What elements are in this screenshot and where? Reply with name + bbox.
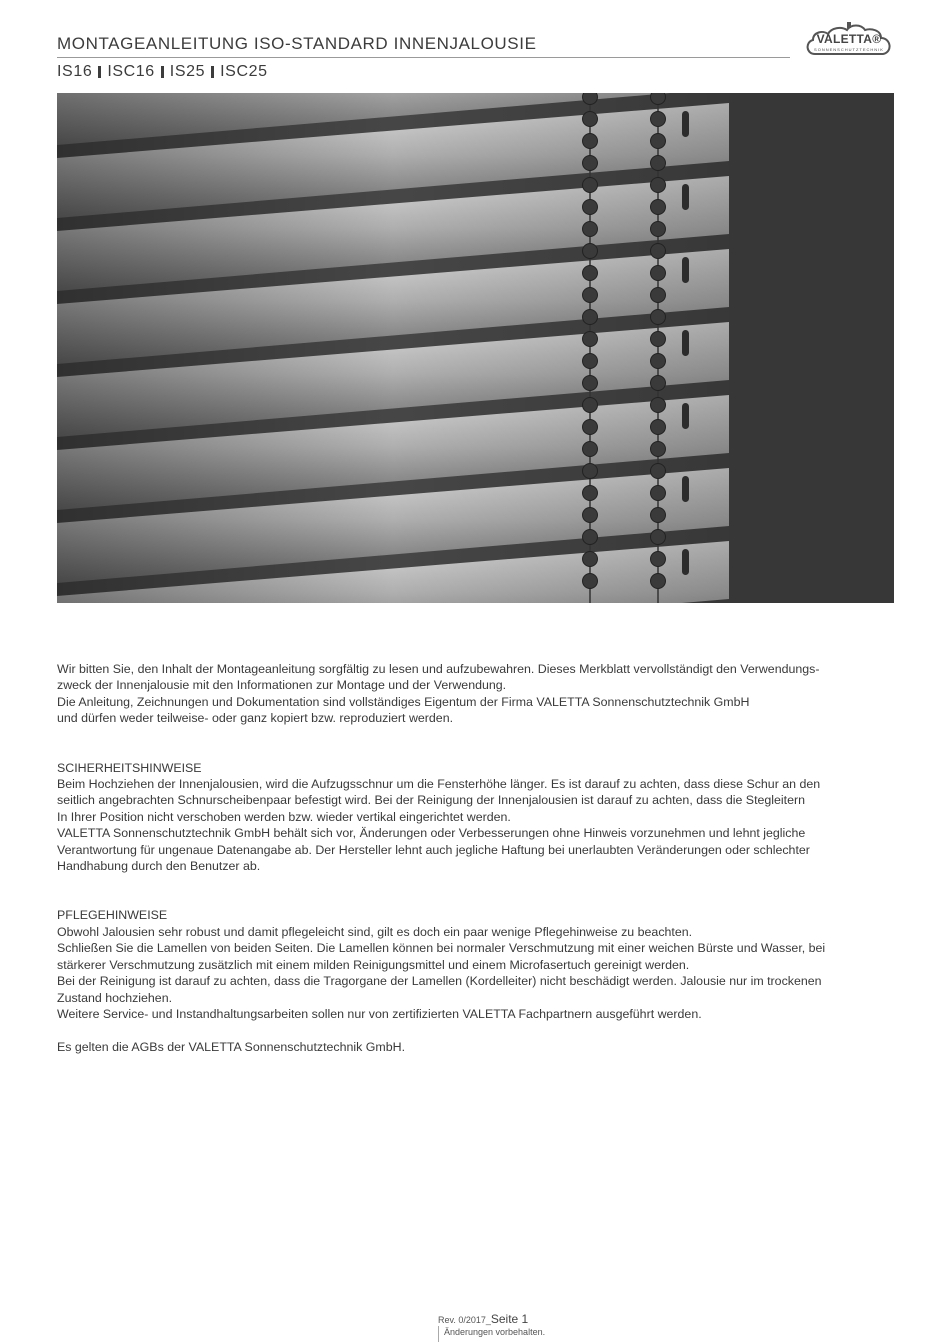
care-section — [57, 907, 877, 1055]
revision-label: Rev. 0/2017_ — [438, 1315, 491, 1325]
model-separator — [211, 66, 214, 78]
chain-bead — [651, 376, 666, 391]
chain-bead — [583, 200, 598, 215]
chain-bead — [583, 376, 598, 391]
chain-bead — [651, 442, 666, 457]
intro-line: Die Anleitung, Zeichnungen und Dokumentation sind vollständiges Eigentum der Firma VALETTA Sonnenschutztechnik GmbH — [57, 694, 750, 709]
chain-bead — [651, 112, 666, 127]
chain-bead — [583, 486, 598, 501]
model-isc25: ISC25 — [220, 63, 268, 80]
chain-bead — [651, 398, 666, 413]
chain-bead — [651, 552, 666, 567]
care-line: Obwohl Jalousien sehr robust und damit pflegeleicht sind, gilt es doch ein paar wenige Pflegehinweise zu beachten. — [57, 924, 693, 939]
chain-bead — [651, 93, 666, 105]
safety-section — [57, 760, 877, 875]
chain-bead — [651, 508, 666, 523]
chain-bead — [583, 530, 598, 545]
logo-wordmark: VALETTA® — [816, 32, 882, 46]
chain-bead — [583, 222, 598, 237]
chain-bead — [651, 354, 666, 369]
care-line: Bei der Reinigung ist darauf zu achten, dass die Tragorgane der Lamellen (Kordelleiter) nicht beschädigt werden. Jalousie nur im trockenen — [57, 974, 822, 989]
chain-bead — [583, 464, 598, 479]
safety-line: Verantwortung für ungenaue Datenangabe ab. Der Hersteller lehnt auch jegliche Haftung bei unerlaubten Veränderungen oder schlechter — [57, 842, 810, 857]
safety-heading: SCIHERHEITSHINWEISE — [57, 760, 202, 775]
cord-hole — [682, 403, 689, 429]
chain-bead — [583, 288, 598, 303]
chain-bead — [583, 266, 598, 281]
chain-bead — [583, 310, 598, 325]
chain-bead — [651, 574, 666, 589]
chain-bead — [651, 486, 666, 501]
safety-line: VALETTA Sonnenschutztechnik GmbH behält sich vor, Änderungen oder Verbesserungen ohne Hinweis vorzunehmen und lehnt jegliche — [57, 826, 806, 841]
cord-hole — [682, 330, 689, 356]
chain-bead — [583, 354, 598, 369]
cord-hole — [682, 476, 689, 502]
footer-revision — [438, 1312, 528, 1326]
chain-bead — [651, 244, 666, 259]
chain-bead — [583, 442, 598, 457]
chain-bead — [651, 332, 666, 347]
chain-bead — [583, 178, 598, 193]
footer-note: Änderungen vorbehalten. — [444, 1327, 546, 1337]
chain-bead — [583, 574, 598, 589]
safety-line: In Ihrer Position nicht verschoben werden bzw. wieder vertikal eingerichtet werden. — [57, 809, 511, 824]
valetta-logo — [803, 20, 895, 60]
intro-line: zweck der Innenjalousie mit den Informationen zur Montage und der Verwendung. — [57, 678, 507, 693]
chain-bead — [651, 530, 666, 545]
safety-line: seitlich angebrachten Schnurscheibenpaar befestigt wird. Bei der Reinigung der Innenjalousien ist darauf zu achten, dass die Stegleitern — [57, 793, 806, 808]
logo-subtitle: SONNENSCHUTZTECHNIK — [814, 47, 884, 52]
model-separator — [161, 66, 164, 78]
window-blind-photo-icon — [57, 93, 894, 603]
care-line: stärkerer Verschmutzung zusätzlich mit einem milden Reinigungsmittel und einem Microfasertuch gereinigt werden. — [57, 957, 690, 972]
chain-bead — [583, 420, 598, 435]
chain-bead — [651, 420, 666, 435]
safety-line: Beim Hochziehen der Innenjalousien, wird die Aufzugsschnur um die Fensterhöhe länger. Es ist darauf zu achten, dass diese Schur an den — [57, 777, 821, 792]
care-heading: PFLEGEHINWEISE — [57, 908, 168, 923]
chain-bead — [651, 156, 666, 171]
care-line: Schließen Sie die Lamellen von beiden Seiten. Die Lamellen können bei normaler Verschmutzung mit einer weichen Bürste und Wasser, bei — [57, 941, 826, 956]
chain-bead — [651, 134, 666, 149]
chain-bead — [583, 552, 598, 567]
chain-bead — [651, 288, 666, 303]
chain-bead — [651, 266, 666, 281]
cord-hole — [682, 184, 689, 210]
model-list — [57, 63, 268, 81]
cord-hole — [682, 257, 689, 283]
chain-bead — [651, 200, 666, 215]
chain-bead — [583, 134, 598, 149]
cord-hole — [682, 549, 689, 575]
intro-section — [57, 661, 877, 727]
chain-bead — [651, 464, 666, 479]
footer-divider — [438, 1326, 439, 1342]
title-divider — [57, 57, 790, 58]
terms-line: Es gelten die AGBs der VALETTA Sonnenschutztechnik GmbH. — [57, 1039, 406, 1054]
chain-bead — [583, 508, 598, 523]
intro-line: und dürfen weder teilweise- oder ganz kopiert bzw. reproduziert werden. — [57, 711, 454, 726]
intro-line: Wir bitten Sie, den Inhalt der Montageanleitung sorgfältig zu lesen und aufzubewahren. Dieses Merkblatt vervollständigt den Verwendungs- — [57, 662, 820, 676]
cord-hole — [682, 111, 689, 137]
page-number: Seite 1 — [490, 1312, 529, 1326]
document-body — [57, 661, 877, 1055]
chain-bead — [583, 332, 598, 347]
care-line: Weitere Service- und Instandhaltungsarbeiten sollen nur von zertifizierten VALETTA Fachpartnern ausgeführt werden. — [57, 1006, 702, 1021]
model-separator — [98, 66, 101, 78]
document-title: MONTAGEANLEITUNG ISO-STANDARD INNENJALOUSIE — [57, 34, 537, 53]
model-is25: IS25 — [169, 63, 206, 80]
chain-bead — [583, 112, 598, 127]
chain-bead — [583, 156, 598, 171]
hero-blind-photo — [57, 93, 894, 603]
model-isc16: ISC16 — [107, 63, 155, 80]
chain-bead — [583, 93, 598, 105]
chain-bead — [651, 178, 666, 193]
chain-bead — [651, 222, 666, 237]
chain-bead — [583, 398, 598, 413]
chain-bead — [583, 244, 598, 259]
safety-line: Handhabung durch den Benutzer ab. — [57, 859, 261, 874]
care-line: Zustand hochziehen. — [57, 990, 173, 1005]
chain-bead — [651, 310, 666, 325]
model-is16: IS16 — [57, 63, 93, 80]
